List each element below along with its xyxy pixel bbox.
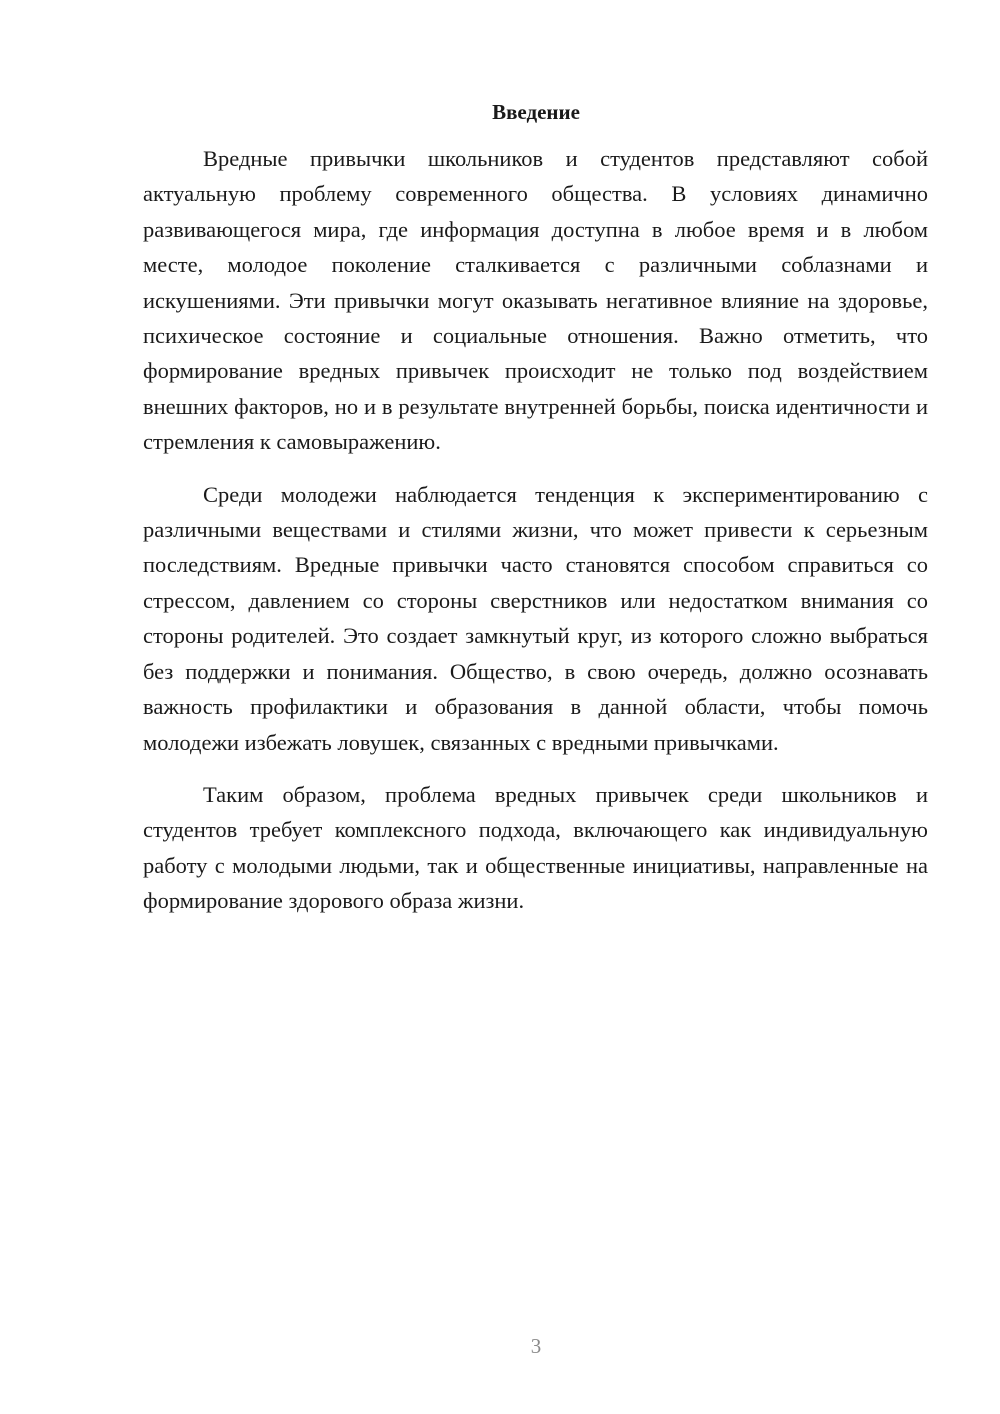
paragraph-3: Таким образом, проблема вредных привычек среди школьников и студентов требует комплексного подхода, включающего как индивидуальную работу с молодыми людьми, так и общественные инициативы, направленные на формирование здорового образа жизни. bbox=[143, 781, 928, 914]
paragraph-2: Среди молодежи наблюдается тенденция к экспериментированию с различными веществами и стилями жизни, что может привести к серьезным последствиям. Вредные привычки часто становятся способом справиться со стрессом, давлением со стороны сверстников или недостатком внимания со стороны родителей. Это создает замкнутый круг, из которого сложно выбраться без поддержки и понимания. Общество, в свою очередь, должно осознавать важность профилактики и образования в данной области, чтобы помочь молодежи избежать ловушек, связанных с вредными привычками. bbox=[143, 481, 928, 755]
page-number: 3 bbox=[530, 1334, 542, 1358]
section-title: Введение bbox=[492, 100, 580, 124]
body-text bbox=[143, 141, 928, 919]
paragraph-1: Вредные привычки школьников и студентов представляют собой актуальную проблему современного общества. В условиях динамично развивающегося мира, где информация доступна в любое время и в любом месте, молодое поколение сталкивается с различными соблазнами и искушениями. Эти привычки могут оказывать негативное влияние на здоровье, психическое состояние и социальные отношения. Важно отметить, что формирование вредных привычек происходит не только под воздействием внешних факторов, но и в результате внутренней борьбы, поиска идентичности и стремления к самовыражению. bbox=[143, 146, 928, 455]
